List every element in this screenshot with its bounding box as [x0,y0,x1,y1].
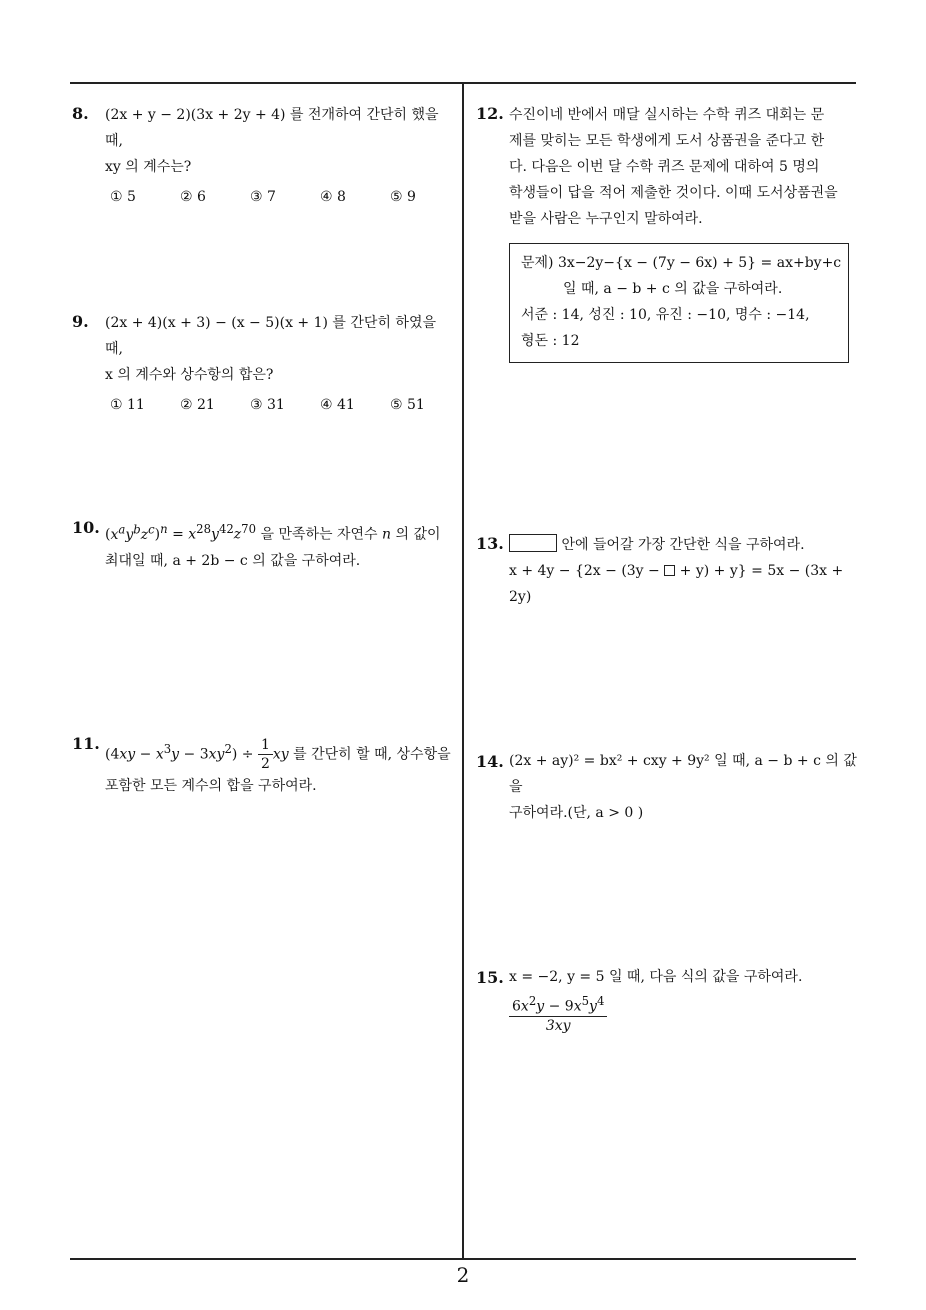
choice[interactable]: ④ 41 [320,397,355,413]
question-9-line1: (2x + 4)(x + 3) − (x − 5)(x + 1) 를 간단히 하였을 때, [105,315,436,357]
question-9-line2: x 의 계수와 상수항의 합은? [105,367,274,383]
choice[interactable]: ⑤ 9 [390,189,416,205]
question-15-fraction [509,992,859,1035]
question-12-text [509,102,859,232]
question-8-text [105,102,455,180]
question-8-line1: (2x + y − 2)(3x + 2y + 4) 를 전개하여 간단히 했을 때, [105,107,439,149]
question-14-text [509,748,861,826]
question-12-line: 학생들이 답을 적어 제출한 것이다. 이때 도서상품권을 [509,185,838,201]
question-12-line: 받을 사람은 누구인지 말하여라. [509,211,703,227]
question-14-line2: 구하여라.(단, a > 0 ) [509,805,644,821]
box-line4: 형돈 : 12 [521,333,580,349]
placeholder-square [664,565,675,576]
column-divider [462,82,464,1259]
box-line2: 일 때, a − b + c 의 값을 구하여라. [563,281,783,297]
page-number: 2 [456,1263,470,1287]
equation-part-b: + y) + y} = 5x − (3x + 2y) [509,563,844,605]
fraction-half: $\frac{1}{2}$ [258,736,273,773]
question-10-line2: 최대일 때, a + 2b − c 의 값을 구하여라. [105,552,361,569]
question-13-equation [509,558,859,610]
question-8-number: 8. [72,104,89,123]
question-12-line: 수진이네 반에서 매달 실시하는 수학 퀴즈 대회는 문 [509,107,825,123]
answer-blank[interactable] [509,534,557,552]
question-12-number: 12. [476,104,504,123]
question-10-line1: $(x^ay^bz^c)^n = x^{28}y^{42}z^{70}$ 을 만족하는 자연수 n 의 값이 [105,522,441,543]
fraction-numerator: $6x^2y - 9x^5y^4$ [509,992,607,1017]
choice[interactable]: ② 6 [180,189,206,205]
question-13-text [509,532,859,610]
question-11-text [105,736,457,799]
question-15-number: 15. [476,968,504,987]
question-12-box-content [521,250,845,354]
question-15-text [509,964,859,1035]
fraction-denominator: 3xy [545,1017,571,1034]
question-12-line: 제를 맞히는 모든 학생에게 도서 상품권을 준다고 한 [509,133,825,149]
question-14-number: 14. [476,752,504,771]
question-8-choices [110,189,460,205]
box-line1: 문제) 3x−2y−{x − (7y − 6x) + 5} = ax+by+c [521,255,842,271]
equation-part-a: x + 4y − {2x − (3y − [509,563,665,579]
question-8-line2: xy 의 계수는? [105,159,192,175]
question-13-line1 [509,532,859,558]
question-11-line1: $(4xy - x^3y - 3xy^2)$ ÷ $\frac{1}{2}$ xy 를 간단히 할 때, 상수항을 [105,737,451,773]
choice[interactable]: ① 11 [110,397,145,413]
choice[interactable]: ④ 8 [320,189,346,205]
question-12-line: 다. 다음은 이번 달 수학 퀴즈 문제에 대하여 5 명의 [509,159,820,175]
choice[interactable]: ② 21 [180,397,215,413]
box-line3: 서준 : 14, 성진 : 10, 유진 : −10, 명수 : −14, [521,307,810,323]
question-9-number: 9. [72,312,89,331]
bottom-rule [70,1258,856,1260]
question-13-number: 13. [476,534,504,553]
question-9-choices [110,397,460,413]
question-14-line1: (2x + ay)² = bx² + cxy + 9y² 일 때, a − b + c 의 값을 [509,753,857,795]
question-9-text [105,310,455,388]
choice[interactable]: ③ 31 [250,397,285,413]
expression-fraction [509,992,607,1035]
choice[interactable]: ① 5 [110,189,136,205]
question-15-line1: x = −2, y = 5 일 때, 다음 식의 값을 구하여라. [509,969,803,985]
question-13-instruction: 안에 들어갈 가장 간단한 식을 구하여라. [561,537,805,553]
question-10-number: 10. [72,518,100,537]
question-10-text [105,516,457,574]
choice[interactable]: ⑤ 51 [390,397,425,413]
question-11-number: 11. [72,734,100,753]
question-11-line2: 포함한 모든 계수의 합을 구하여라. [105,778,317,795]
choice[interactable]: ③ 7 [250,189,276,205]
